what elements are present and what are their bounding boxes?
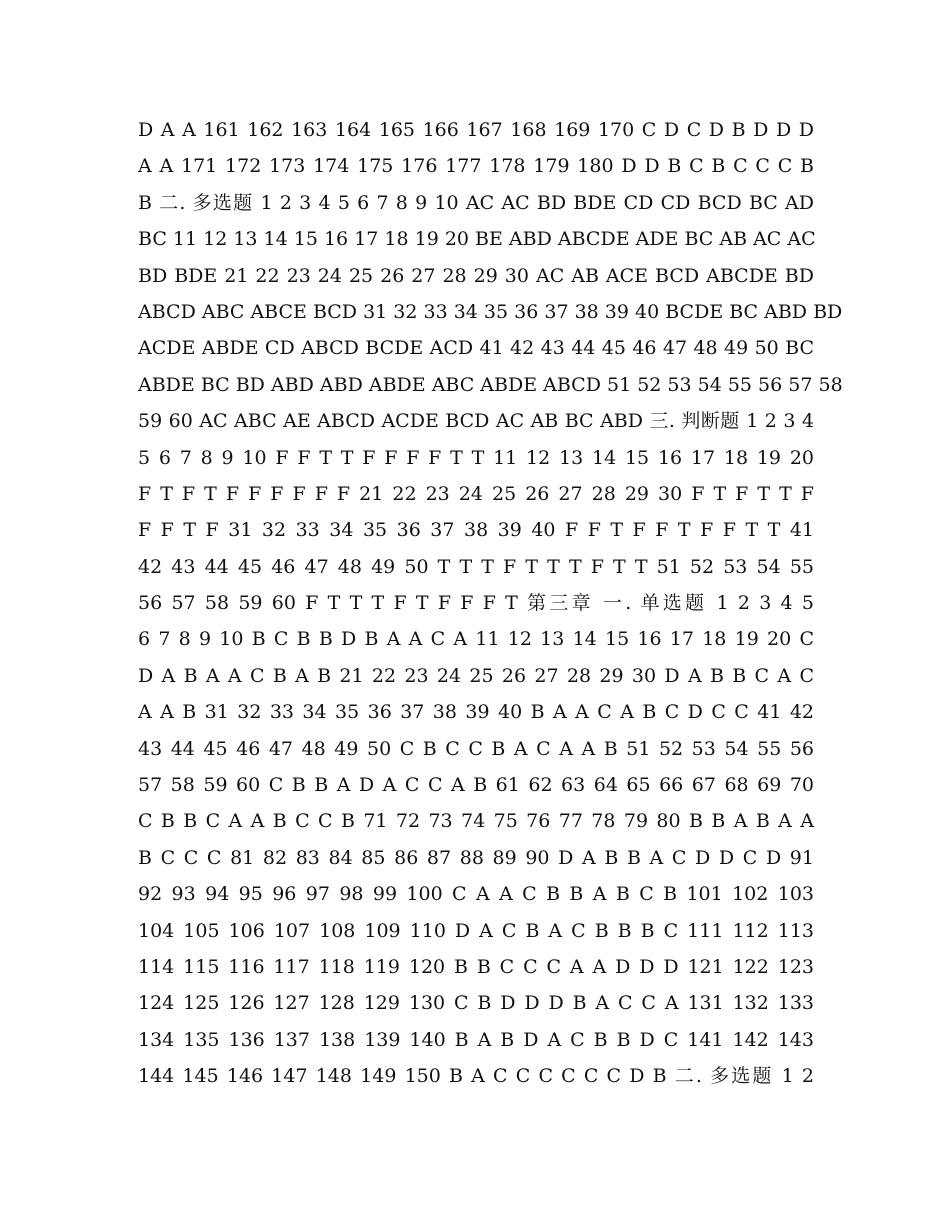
text-line: BC 11 12 13 14 15 16 17 18 19 20 BE ABD ABCDE ADE BC AB AC AC [138, 228, 816, 251]
text-line: A A 171 172 173 174 175 176 177 178 179 180 D D B C B C C C B [138, 155, 814, 178]
text-line: 114 115 116 117 118 119 120 B B C C C A A D D D 121 122 123 [138, 955, 814, 978]
text-line: F F T F 31 32 33 34 35 36 37 38 39 40 F F T F F T F F T T 41 [138, 519, 814, 542]
text-line: D A A 161 162 163 164 165 166 167 168 169 170 C D C D B D D D [138, 119, 814, 141]
text-line: BD BDE 21 22 23 24 25 26 27 28 29 30 AC AB ACE BCD ABCDE BD [138, 264, 814, 287]
answer-key-text [138, 112, 843, 1095]
text-line: B C C C 81 82 83 84 85 86 87 88 89 90 D A B B A C D D C D 91 [138, 846, 814, 869]
text-line: 42 43 44 45 46 47 48 49 50 T T T F T T T F T T 51 52 53 54 55 [138, 555, 814, 578]
text-line: 43 44 45 46 47 48 49 50 C B C C B A C A A B 51 52 53 54 55 56 [138, 737, 814, 760]
text-line: 5 6 7 8 9 10 F F T T F F F F T T 11 12 13 14 15 16 17 18 19 20 [138, 446, 814, 469]
text-line: C B B C A A B C C B 71 72 73 74 75 76 77 78 79 80 B B A B A A [138, 810, 814, 833]
text-line: 56 57 58 59 60 F T T T F T F F F T 第三章 一. 单选题 1 2 3 4 5 [138, 592, 814, 615]
text-line: 134 135 136 137 138 139 140 B A B D A C B B D C 141 142 143 [138, 1028, 814, 1051]
text-line: ACDE ABDE CD ABCD BCDE ACD 41 42 43 44 45 46 47 48 49 50 BC [138, 337, 814, 360]
text-line: 124 125 126 127 128 129 130 C B D D D B A C C A 131 132 133 [138, 992, 814, 1015]
text-line: 144 145 146 147 148 149 150 B A C C C C C C D B 二. 多选题 1 2 [138, 1065, 814, 1088]
text-line: 59 60 AC ABC AE ABCD ACDE BCD AC AB BC ABD 三. 判断题 1 2 3 4 [138, 410, 814, 433]
text-line: B 二. 多选题 1 2 3 4 5 6 7 8 9 10 AC AC BD BDE CD CD BCD BC AD [138, 191, 814, 214]
text-line: D A B A A C B A B 21 22 23 24 25 26 27 28 29 30 D A B B C A C [138, 664, 814, 687]
text-line: 104 105 106 107 108 109 110 D A C B A C B B B C 111 112 113 [138, 919, 814, 942]
text-line: ABDE BC BD ABD ABD ABDE ABC ABDE ABCD 51 52 53 54 55 56 57 58 [138, 373, 843, 396]
text-line: 92 93 94 95 96 97 98 99 100 C A A C B B A B C B 101 102 103 [138, 883, 814, 906]
text-line: ABCD ABC ABCE BCD 31 32 33 34 35 36 37 38 39 40 BCDE BC ABD BD [138, 300, 843, 323]
text-line: F T F T F F F F F F 21 22 23 24 25 26 27 28 29 30 F T F T T F [138, 482, 814, 505]
text-line: 57 58 59 60 C B B A D A C C A B 61 62 63 64 65 66 67 68 69 70 [138, 774, 814, 797]
text-line: A A B 31 32 33 34 35 36 37 38 39 40 B A A C A B C D C C 41 42 [138, 701, 814, 724]
text-line: 6 7 8 9 10 B C B B D B A A C A 11 12 13 14 15 16 17 18 19 20 C [138, 628, 814, 651]
